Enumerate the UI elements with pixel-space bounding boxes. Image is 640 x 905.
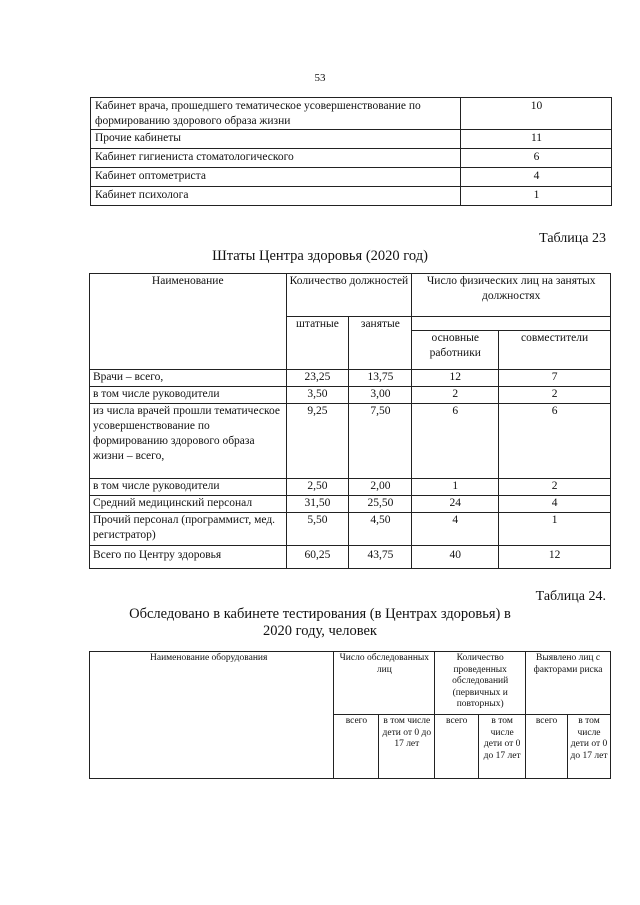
row-main: 2 bbox=[412, 387, 499, 404]
office-count: 6 bbox=[461, 149, 612, 168]
header-main: основные работники bbox=[412, 331, 499, 370]
header-occupied: занятые bbox=[349, 317, 412, 370]
row-part: 2 bbox=[499, 387, 611, 404]
row-main: 12 bbox=[412, 370, 499, 387]
header-total: всего bbox=[526, 715, 568, 779]
row-occupied: 13,75 bbox=[349, 370, 412, 387]
header-examined: Число обследованных лиц bbox=[334, 652, 435, 715]
header-risk: Выявлено лиц с факторами риска bbox=[526, 652, 611, 715]
row-part: 4 bbox=[499, 496, 611, 513]
row-main: 4 bbox=[412, 513, 499, 546]
table-23-number: Таблица 23 bbox=[539, 231, 606, 246]
page-number: 53 bbox=[314, 72, 326, 84]
row-name: Средний медицинский персонал bbox=[90, 496, 287, 513]
header-children: в том числе дети от 0 до 17 лет bbox=[479, 715, 526, 779]
table-row bbox=[90, 404, 611, 479]
header-part: совместители bbox=[499, 331, 611, 370]
table-row bbox=[90, 479, 611, 496]
row-name: Врачи – всего, bbox=[90, 370, 287, 387]
table-row bbox=[91, 168, 612, 187]
header-total: всего bbox=[435, 715, 479, 779]
row-occupied: 25,50 bbox=[349, 496, 412, 513]
row-staff: 2,50 bbox=[286, 479, 349, 496]
row-occupied: 4,50 bbox=[349, 513, 412, 546]
office-count: 11 bbox=[461, 130, 612, 149]
office-name: Кабинет оптометриста bbox=[91, 168, 461, 187]
row-main: 24 bbox=[412, 496, 499, 513]
row-occupied: 43,75 bbox=[349, 546, 412, 569]
office-name: Кабинет врача, прошедшего тематическое усовершенствование по формированию здорового образа жизни bbox=[91, 98, 461, 130]
header-equipment: Наименование оборудования bbox=[90, 652, 334, 779]
header-positions: Количество должностей bbox=[286, 274, 412, 317]
row-main: 40 bbox=[412, 546, 499, 569]
header-staff: штатные bbox=[286, 317, 349, 370]
row-part: 1 bbox=[499, 513, 611, 546]
table-24-title-line1: Обследовано в кабинете тестирования (в Центрах здоровья) в bbox=[129, 606, 511, 622]
table-23-title: Штаты Центра здоровья (2020 год) bbox=[212, 248, 428, 264]
row-part: 12 bbox=[499, 546, 611, 569]
table-row bbox=[90, 370, 611, 387]
offices-table bbox=[90, 97, 612, 206]
header-spacer bbox=[412, 317, 611, 331]
office-name: Кабинет гигиениста стоматологического bbox=[91, 149, 461, 168]
table-row bbox=[91, 187, 612, 206]
row-name: Прочий персонал (программист, мед. регистратор) bbox=[90, 513, 287, 546]
table-row bbox=[90, 546, 611, 569]
row-occupied: 7,50 bbox=[349, 404, 412, 479]
office-count: 10 bbox=[461, 98, 612, 130]
table-row bbox=[91, 98, 612, 130]
row-occupied: 3,00 bbox=[349, 387, 412, 404]
row-part: 7 bbox=[499, 370, 611, 387]
row-part: 6 bbox=[499, 404, 611, 479]
row-occupied: 2,00 bbox=[349, 479, 412, 496]
row-staff: 5,50 bbox=[286, 513, 349, 546]
row-staff: 60,25 bbox=[286, 546, 349, 569]
table-row bbox=[91, 130, 612, 149]
office-name: Прочие кабинеты bbox=[91, 130, 461, 149]
staff-table bbox=[89, 273, 611, 569]
row-main: 6 bbox=[412, 404, 499, 479]
row-staff: 31,50 bbox=[286, 496, 349, 513]
row-staff: 9,25 bbox=[286, 404, 349, 479]
header-exams: Количество проведенных обследований (первичных и повторных) bbox=[435, 652, 526, 715]
table-row bbox=[90, 513, 611, 546]
row-part: 2 bbox=[499, 479, 611, 496]
row-staff: 3,50 bbox=[286, 387, 349, 404]
office-count: 1 bbox=[461, 187, 612, 206]
row-name: из числа врачей прошли тематическое усовершенствование по формированию здорового образа жизни – всего, bbox=[90, 404, 287, 479]
header-persons: Число физических лиц на занятых должностях bbox=[412, 274, 611, 317]
table-24-title-line2: 2020 году, человек bbox=[263, 623, 377, 639]
row-name: Всего по Центру здоровья bbox=[90, 546, 287, 569]
header-name: Наименование bbox=[90, 274, 287, 370]
row-name: в том числе руководители bbox=[90, 479, 287, 496]
row-name: в том числе руководители bbox=[90, 387, 287, 404]
table-row bbox=[91, 149, 612, 168]
office-name: Кабинет психолога bbox=[91, 187, 461, 206]
header-total: всего bbox=[334, 715, 379, 779]
office-count: 4 bbox=[461, 168, 612, 187]
header-children: в том числе дети от 0 до 17 лет bbox=[379, 715, 435, 779]
row-main: 1 bbox=[412, 479, 499, 496]
table-row bbox=[90, 387, 611, 404]
header-children: в том числе дети от 0 до 17 лет bbox=[568, 715, 611, 779]
testing-table bbox=[89, 651, 611, 779]
table-24-number: Таблица 24. bbox=[535, 589, 606, 604]
row-staff: 23,25 bbox=[286, 370, 349, 387]
table-row bbox=[90, 496, 611, 513]
